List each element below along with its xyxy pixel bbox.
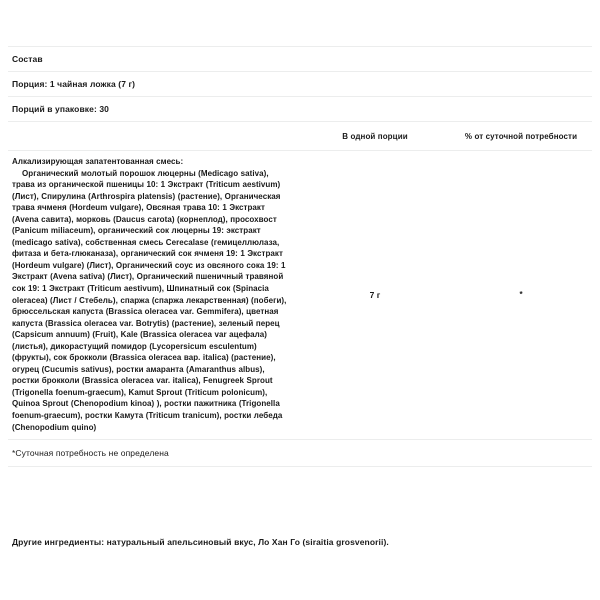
table-row-serving-size — [8, 72, 592, 97]
column-header-name — [8, 122, 300, 151]
column-header-daily-value: % от суточной потребности — [450, 122, 592, 151]
table-row-servings-per-container — [8, 97, 592, 122]
ingredient-name-cell — [8, 151, 300, 440]
supplement-facts-table — [8, 46, 592, 467]
composition-label: Состав — [8, 47, 592, 72]
table-row-composition — [8, 47, 592, 72]
table-row-bottom-rule — [8, 467, 592, 468]
servings-per-container-value: Порций в упаковке: 30 — [8, 97, 592, 122]
bottom-rule — [8, 467, 592, 468]
daily-value-footnote: *Суточная потребность не определена — [8, 440, 592, 467]
ingredient-amount-per-serving: 7 г — [300, 151, 450, 440]
table-row-footnote — [8, 440, 592, 467]
ingredient-blend-text — [12, 156, 290, 433]
column-header-per-serving: В одной порции — [300, 122, 450, 151]
serving-size-value: Порция: 1 чайная ложка (7 г) — [8, 72, 592, 97]
table-header-row — [8, 122, 592, 151]
ingredient-daily-value: * — [450, 151, 592, 440]
ingredient-blend-heading: Алкализирующая запатентованная смесь: — [12, 157, 184, 166]
table-row-ingredient-blend — [8, 151, 592, 440]
ingredient-blend-body: Органический молотый порошок люцерны (Medicago sativa), трава из органической пшеницы 10: 1 Экстракт (Triticum aestivum) (Лист), Спирулина (Arthrospira platensis) (растение), Органическая трава ячменя (Hordeum vulgare), Овсяная трава 10: 1 Экстракт (Avena савита), морковь (Daucus carota) (корнеплод), просохвост (Panicum miliaceum), органический сок люцерны 19: экстракт (medicago sativa), собственная смесь Cerecalase (гемицеллюлаза, фитаза и бета-глюканаза), органический сок ячменя 19: 1 Экстракт (Hordeum vulgare) (Лист), Органический соус из овсяного сока 19: 1 Экстракт (Avena sativa) (Лист), Органический пшеничный травяной сок 19: 1 Экстракт (Triticum aestivum), Шпинатный сок (Spinacia oleracea) (Лист / Стебель), спаржа (спаржа лекарственная) (побеги), брюссельская капуста (Brassica oleracea var. Gemmifera), цветная капуста (Brassica oleracea var. Botrytis) (растение), зеленый перец (Capsicum annuum) (Fruit), Kale (Brassica oleracea var ацефала) (листья), дикорастущий помидор (Lycopersicum esculentum) (фрукты), сок брокколи (Brassica oleracea вар. italica) (растение), огурец (Cucumis sativus), ростки амаранта (Amaranthus albus), ростки брокколи (Brassica oleracea var. italica), Fenugreek Sprout (Trigonella foenum-graecum), Kamut Sprout (Triticum polonicum), Quinoa Sprout (Chenopodium kinoa) ), ростки пажитника (Trigonella foenum-graecum), ростки Камута (Triticum tranicum), ростки лебеда (Chenopodium quino) — [12, 168, 287, 432]
other-ingredients-text: Другие ингредиенты: натуральный апельсиновый вкус, Ло Хан Го (siraitia grosvenorii). — [12, 537, 389, 547]
